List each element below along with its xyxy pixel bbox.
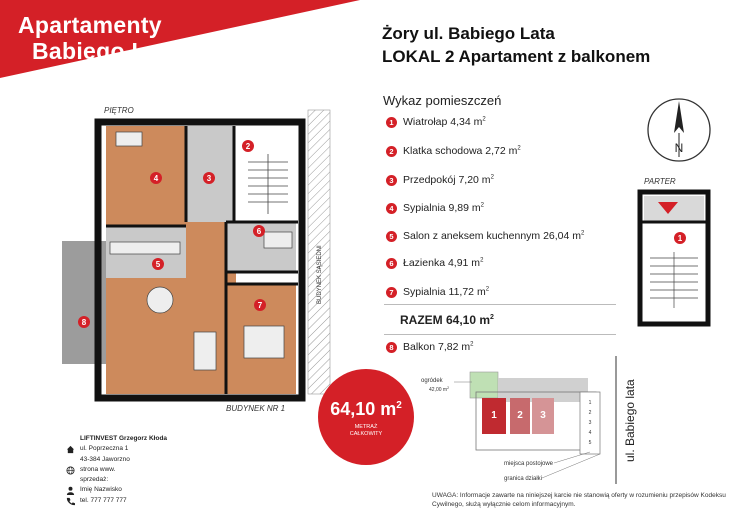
room-label: Sypialnia 9,89 m	[403, 202, 481, 214]
room-number-badge: 1	[386, 117, 397, 128]
divider	[384, 334, 616, 335]
room-item: 4 Sypialnia 9,89 $m^2$	[386, 202, 484, 214]
room-number-badge: 8	[386, 342, 397, 353]
svg-text:2: 2	[245, 142, 251, 151]
area-value: 64,10 m	[330, 399, 397, 419]
address-heading	[382, 22, 650, 68]
room-number-badge: 5	[386, 231, 397, 242]
compass-letter: N	[674, 141, 684, 155]
room-number-badge: 3	[386, 175, 397, 186]
agency-name: LIFTINVEST Grzegorz Kłoda	[80, 435, 168, 442]
agency-city: 43-384 Jaworzno	[80, 455, 130, 463]
room-label: Przedpokój 7,20 m	[403, 174, 491, 186]
balcony-label: Balkon 7,82 m	[403, 341, 471, 353]
room-item: 3 Przedpokój 7,20 $m^2$	[386, 174, 494, 186]
svg-text:3: 3	[588, 420, 592, 426]
svg-text:miejsca postojowe: miejsca postojowe	[504, 461, 554, 467]
site-plan	[412, 356, 648, 484]
room-label: Wiatrołap 4,34 m	[403, 116, 483, 128]
balcony-item: 8 Balkon 7,82 $m^2$	[386, 341, 473, 353]
svg-text:ul. Babiego lata: ul. Babiego lata	[623, 379, 637, 462]
banner-line1: Apartamenty	[18, 12, 162, 38]
svg-text:3: 3	[540, 410, 546, 421]
room-number-badge: 2	[386, 146, 397, 157]
room-item: 6 Łazienka 4,91 $m^2$	[386, 257, 483, 269]
svg-text:granica działki: granica działki	[504, 476, 543, 482]
address-line1: Żory ul. Babiego Lata	[382, 24, 555, 43]
north-arrow-icon	[646, 97, 712, 163]
room-label: Łazienka 4,91 m	[403, 257, 481, 269]
area-badge: 64,10 $m^2$ METRAŻ CAŁKOWITY	[318, 369, 414, 465]
svg-text:ogródek: ogródek	[421, 378, 443, 384]
floor-label: PIĘTRO	[104, 106, 134, 115]
parter-label: PARTER	[644, 177, 676, 186]
address-line2: LOKAL 2 Apartament z balkonem	[382, 47, 651, 66]
agency-phone: tel. 777 777 777	[80, 496, 127, 504]
room-item: 1 Wiatrołap 4,34 $m^2$	[386, 116, 486, 128]
room-label: Klatka schodowa 2,72 m	[403, 145, 518, 157]
agency-web[interactable]: strona www.	[80, 465, 116, 473]
svg-text:3: 3	[206, 174, 212, 183]
svg-text:2: 2	[588, 410, 592, 416]
area-caption-1: METRAŻ	[354, 424, 378, 430]
disclaimer-note: UWAGA: Informacje zawarte na niniejszej karcie nie stanowią oferty w rozumieniu przepisów Kodeksu Cywilnego, służą wyłącznie celom informacyjnym.	[432, 492, 726, 508]
room-label: Sypialnia 11,72 m	[403, 286, 486, 298]
floor-plan	[58, 104, 348, 404]
room-number-badge: 6	[386, 258, 397, 269]
phone-icon	[66, 497, 75, 506]
svg-text:42,00 m2: 42,00 $m^2$	[429, 386, 450, 393]
divider	[384, 304, 616, 305]
svg-text:4: 4	[153, 174, 159, 183]
agency-person: Imię Nazwisko	[80, 486, 122, 494]
ground-floor-plan	[636, 188, 712, 328]
room-item: 2 Klatka schodowa 2,72 $m^2$	[386, 145, 521, 157]
globe-icon	[66, 466, 75, 475]
svg-text:1: 1	[588, 400, 592, 406]
banner-line2: Babiego Lata	[32, 38, 181, 64]
room-number-badge: 4	[386, 203, 397, 214]
room-item: 5 Salon z aneksem kuchennym 26,04 $m^2$	[386, 230, 584, 242]
agency-info	[80, 434, 167, 506]
svg-text:BUDYNEK SĄSIEDNI: BUDYNEK SĄSIEDNI	[317, 245, 323, 304]
svg-text:8: 8	[81, 318, 87, 327]
svg-text:4: 4	[588, 430, 592, 436]
room-label: Salon z aneksem kuchennym 26,04 m	[403, 230, 582, 242]
rooms-title: Wykaz pomieszczeń	[383, 93, 502, 108]
room-number-badge: 7	[386, 287, 397, 298]
banner-title	[18, 12, 180, 64]
svg-text:5: 5	[155, 260, 161, 269]
agency-sales: sprzedaż:	[80, 476, 109, 484]
svg-text:6: 6	[256, 227, 262, 236]
home-icon	[66, 445, 75, 454]
svg-text:1: 1	[677, 234, 683, 243]
svg-text:7: 7	[257, 301, 263, 310]
svg-text:2: 2	[517, 410, 523, 421]
room-item: 7 Sypialnia 11,72 $m^2$	[386, 286, 489, 298]
svg-text:5: 5	[588, 440, 592, 446]
user-icon	[66, 486, 75, 495]
total-area: RAZEM 64,10 $m^2$	[400, 313, 494, 327]
agency-address: ul. Poprzeczna 1	[80, 444, 167, 454]
building-label: BUDYNEK NR 1	[226, 404, 286, 413]
area-caption-2: CAŁKOWITY	[349, 431, 383, 437]
svg-text:1: 1	[491, 410, 497, 421]
